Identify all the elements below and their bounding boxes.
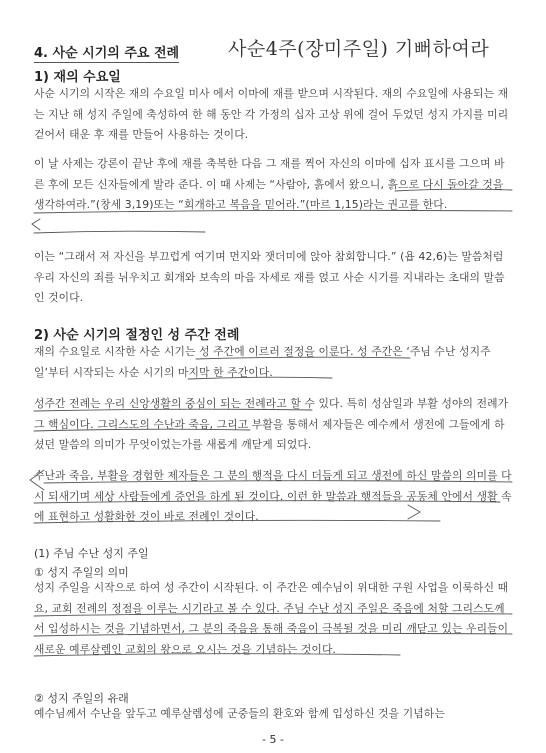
paragraph-text: 사순 시기의 시작은 재의 수요일 미사 에서 이마에 재를 받으며 시작된다. 재의 수요일에 사용되는 재는 지난 해 성지 주일에 축성하여 한 해 동안 각 가정의 십자 고상 위에 걸어 두었던 성지 가지를 미리 걷어서 태운 후 재를 만들어 사용하는 것이다. (34, 87, 509, 141)
handwritten-note: 사순4주(장미주일) 기뻐하여라 (228, 38, 490, 60)
underline-mark (34, 231, 205, 233)
item-palm-sunday-origin: ② 성지 주일의 유래 (34, 692, 129, 705)
paragraph-text: 성주간 전례는 우리 신앙생활의 중심이 되는 전례라고 할 수 있다. 특히 성삼일과 부활 성야의 전례가 그 핵심이다. 그리스도의 수난과 죽음, 그리고 부활을 통해서 제자들은 예수께서 생전에 그들에게 하셨던 말씀의 의미가 무엇이었는가를 새롭게 깨닫게 되었다. (34, 397, 509, 451)
section-heading: 4. 사순 시기의 주요 전례 (34, 42, 179, 63)
paragraph-text: 수난과 죽음, 부활을 경험한 제자들은 그 분의 행적을 다시 더듬게 되고 생전에 하신 말씀의 의미를 다시 되새기며 세상 사람들에게 증언을 하게 된 것이다. 이런 한 말씀과 행적들을 공동체 안에서 생활 속에 표현하고 성활화한 것이 바로 전례인 것이다. (34, 469, 512, 523)
paragraph-palm-sunday-meaning (34, 578, 514, 660)
page-number: - 5 - (262, 733, 284, 746)
paragraph-holy-week-3 (34, 466, 514, 528)
item-palm-sunday-meaning: ① 성지 주일의 의미 (34, 566, 129, 579)
paragraph-ash-2 (34, 154, 514, 216)
subheading-ash-wednesday: 1) 재의 수요일 (34, 70, 121, 85)
paragraph-holy-week-2 (34, 394, 514, 456)
bracket-mark (32, 219, 40, 230)
item-palm-sunday: (1) 주님 수난 성지 주일 (34, 547, 149, 560)
paragraph-text: 재의 수요일로 시작한 사순 시기는 성 주간에 이르러 절정을 이룬다. 성 주간은 ‘주님 수난 성지주일’부터 시작되는 사순 시기의 마지막 한 주간이다. (34, 345, 491, 379)
paragraph-text: 이 날 사제는 강론이 끝난 후에 재를 축복한 다음 그 재를 찍어 자신의 이마에 십자 표시를 그으며 바른 후에 모든 신자들에게 발라 준다. 이 때 사제는 “사람아, 흙에서 왔으니, 흙으로 다시 돌아갈 것을 생각하여라.”(창세 3,19)또는 “회개하고 복음을 믿어라.”(마르 1,15)라는 권고를 한다. (34, 157, 505, 211)
paragraph-ash-3 (34, 247, 514, 309)
paragraph-palm-sunday-origin (34, 704, 514, 725)
paragraph-text: 이는 “그래서 저 자신을 부끄럽게 여기며 먼지와 잿더미에 앉아 참회합니다.” (욥 42,6)는 말씀처럼 우리 자신의 죄를 뉘우치고 회개와 보속의 마음 자세로 재를 얹고 사순 시기를 지내라는 초대의 말씀인 것이다. (34, 250, 505, 304)
paragraph-ash-1 (34, 84, 514, 146)
subheading-holy-week: 2) 사순 시기의 절정인 성 주간 전례 (34, 328, 240, 343)
paragraph-text: 예수님께서 수난을 앞두고 예루살렘성에 군중들의 환호와 함께 입성하신 것을 기념하는 (34, 707, 445, 720)
paragraph-holy-week-1 (34, 342, 514, 383)
paragraph-text: 성지 주일을 시작으로 하여 성 주간이 시작된다. 이 주간은 예수님이 위대한 구원 사업을 이룩하신 때요, 교회 전례의 정점을 이루는 시기라고 볼 수 있다. 주님 수난 성지 주일은 죽음에 처할 그리스도께서 입성하시는 것을 기념하면서, 그 분의 죽음을 통해 죽음이 극복될 것을 미리 깨닫고 있는 우리들이 새로운 예루살렘인 교회의 왕으로 오시는 것을 기념하는 것이다. (34, 581, 509, 656)
